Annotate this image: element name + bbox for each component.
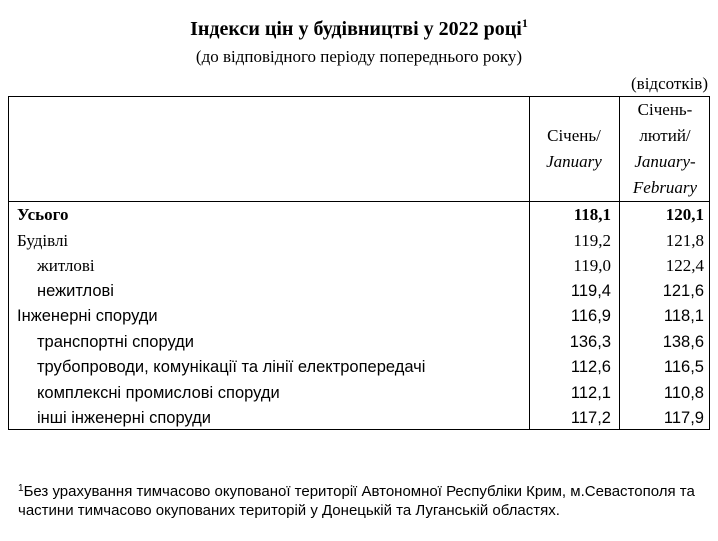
price-index-table [8, 96, 710, 430]
cell-january: 118,1 [573, 205, 611, 224]
column-header-january-february [619, 97, 711, 201]
table-row [9, 406, 709, 432]
row-label: транспортні споруди [37, 332, 195, 351]
cell-january-february: 122,4 [665, 256, 704, 275]
row-label: житлові [37, 256, 95, 275]
row-label: Усього [17, 205, 69, 224]
table-row [9, 304, 709, 330]
table-row [9, 279, 709, 305]
cell-january: 119,2 [573, 230, 611, 250]
cell-january: 117,2 [570, 409, 611, 427]
cell-january-february: 117,9 [663, 409, 704, 427]
header-line: February [632, 178, 698, 197]
table-row [9, 202, 709, 228]
cell-january: 119,0 [573, 256, 611, 275]
cell-january-february: 118,1 [663, 307, 704, 325]
title-footnote-mark: 1 [521, 16, 528, 30]
row-label: Інженерні споруди [17, 307, 158, 325]
table-subtitle: (до відповідного періоду попереднього року) [195, 47, 523, 66]
footnote-text: Без урахування тимчасово окупованої території Автономної Республіки Крим, м.Севастополя та частини тимчасово окупованих територій у Донецькій та Луганській областях. [18, 483, 695, 519]
row-label: Будівлі [17, 230, 69, 250]
cell-january: 136,3 [569, 332, 611, 351]
table-row [9, 381, 709, 407]
header-line: Січень/ [547, 126, 601, 145]
header-line: January [546, 152, 602, 171]
table-row [9, 253, 709, 279]
footnote [18, 479, 708, 520]
column-header-january [529, 123, 619, 175]
cell-january-february: 120,1 [665, 205, 704, 224]
cell-january-february: 138,6 [662, 332, 704, 351]
cell-january-february: 121,6 [662, 281, 704, 300]
cell-january: 112,6 [570, 358, 611, 376]
footnote-mark: 1 [18, 483, 24, 494]
table-row [9, 355, 709, 381]
cell-january: 119,4 [570, 281, 611, 300]
cell-january: 116,9 [570, 307, 611, 325]
table-title [0, 16, 718, 41]
row-label: нежитлові [37, 281, 114, 300]
row-label: комплексні промислові споруди [37, 383, 280, 402]
table-row [9, 228, 709, 254]
title-text: Індекси цін у будівництві у 2022 році [190, 18, 522, 40]
row-label: трубопроводи, комунікації та лінії електропередачі [37, 358, 426, 376]
header-line: лютий/ [639, 126, 691, 145]
row-label: інші інженерні споруди [37, 409, 211, 427]
cell-january: 112,1 [570, 383, 611, 402]
header-line: Січень- [637, 100, 693, 119]
header-line: January- [634, 152, 696, 171]
cell-january-february: 110,8 [663, 383, 704, 402]
cell-january-february: 121,8 [665, 230, 704, 250]
cell-january-february: 116,5 [663, 358, 704, 376]
units-label: (відсотків) [631, 74, 708, 93]
table-row [9, 330, 709, 356]
